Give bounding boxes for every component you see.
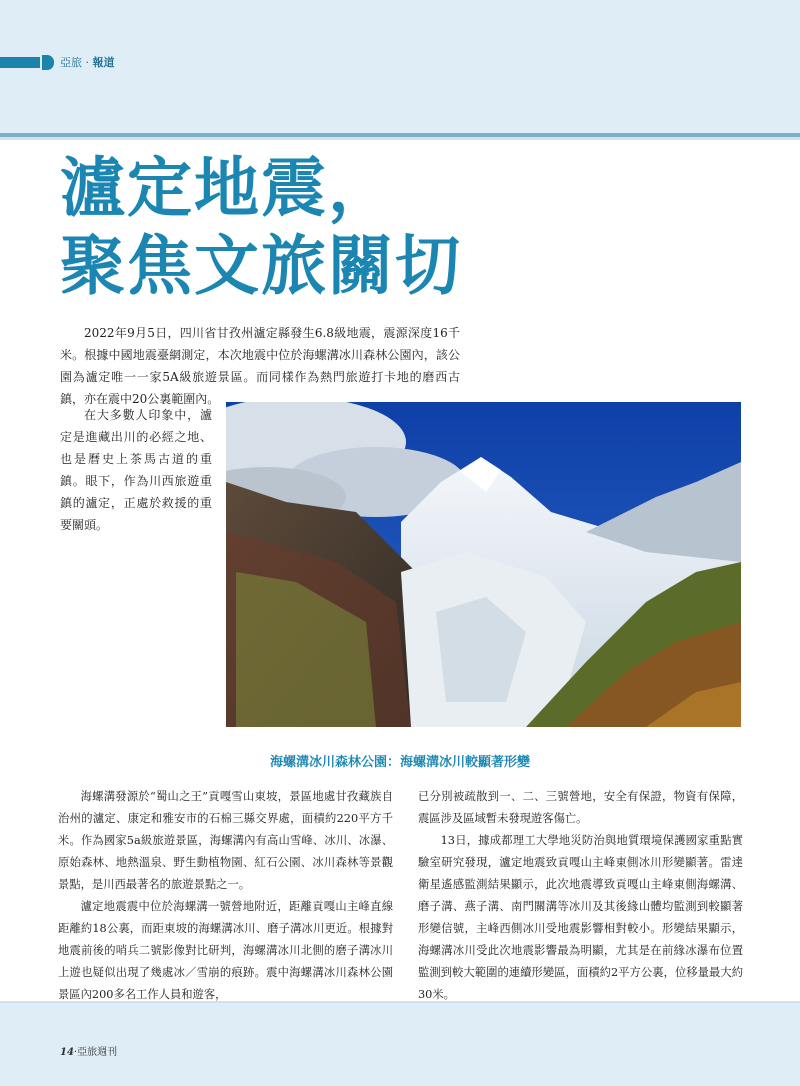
glacier-photo-illustration xyxy=(226,402,741,727)
section-label xyxy=(60,55,115,70)
page-number: 14 xyxy=(60,1047,74,1058)
title-line-2: 聚焦文旅關切 xyxy=(60,229,463,304)
body-paragraph: 海螺溝發源於“蜀山之王”貢嘎雪山東坡，景區地處甘孜藏族自治州的瀘定、康定和雅安市的石棉三縣交界處，面積約220平方千米。作為國家5a級旅遊景區，海螺溝內有高山雪峰、冰川、冰瀑、原始森林、地熱溫泉、野生動植物園、紅石公園、冰川森林等景觀景點，是川西最著名的旅遊景點之一。 xyxy=(58,790,393,891)
header-band xyxy=(0,0,800,133)
side-paragraph: 在大多數人印象中，瀘定是進藏出川的必經之地、也是曆史上茶馬古道的重鎮。眼下，作為川西旅遊重鎮的瀘定，正處於救援的重要關頭。 xyxy=(60,408,212,532)
glacier-photo xyxy=(226,402,741,727)
publication-name: ·亞旅週刊 xyxy=(73,1047,118,1058)
footer-band xyxy=(0,1003,800,1086)
body-paragraph: 瀘定地震震中位於海螺溝一號營地附近，距離貢嘎山主峰直線距離約18公裏，而距東坡的海螺溝冰川、磨子溝冰川更近。根據對地震前後的哨兵二號影像對比研判，海螺溝冰川北側的磨子溝冰川上遊也疑似出現了幾處冰／雪崩的痕跡。震中海螺溝冰川森林公園景區內200多名工作人員和遊客， xyxy=(58,900,393,1001)
article-title xyxy=(60,150,462,306)
body-column-left xyxy=(58,786,393,1006)
section-separator: · xyxy=(82,56,93,69)
photo-caption: 海螺溝冰川森林公園：海螺溝冰川較顯著形變 xyxy=(269,755,530,770)
subsection-name: 報道 xyxy=(92,56,115,69)
section-tab-bar xyxy=(0,57,40,68)
title-line-1: 瀘定地震， xyxy=(60,151,396,226)
intro-paragraph: 2022年9月5日，四川省甘孜州瀘定縣發生6.8級地震，震源深度16千米。根據中國地震臺網測定，本次地震中位於海螺溝冰川森林公園內，該公園為瀘定唯一一家5A級旅遊景區。而同樣作為熱門旅遊打卡地的磨西古鎮，亦在震中20公裏範圍內。 xyxy=(60,326,460,406)
body-column-right xyxy=(418,786,743,1006)
section-name: 亞旅 xyxy=(60,56,82,69)
body-paragraph: 已分別被疏散到一、二、三號營地，安全有保證，物資有保障，震區涉及區域暫未發現遊客傷亡。 xyxy=(418,790,743,825)
page-folio xyxy=(60,1046,117,1060)
body-paragraph: 13日，據成都理工大學地災防治與地質環境保護國家重點實驗室研究發現，瀘定地震致貢嘎山主峰東側冰川形變顯著。雷達衛星遙感監測結果顯示，此次地震導致貢嘎山主峰東側海螺溝、磨子溝、燕子溝、南門關溝等冰川及其後緣山體均監測到較顯著形變信號，主峰西側冰川受地震影響相對較小。形變結果顯示，海螺溝冰川受此次地震影響最為明顯，尤其是在前緣冰瀑布位置監測到較大範圍的連續形變區，面積約2平方公裏，位移量最大約30米。 xyxy=(418,834,743,1001)
header-divider-light xyxy=(0,137,800,140)
